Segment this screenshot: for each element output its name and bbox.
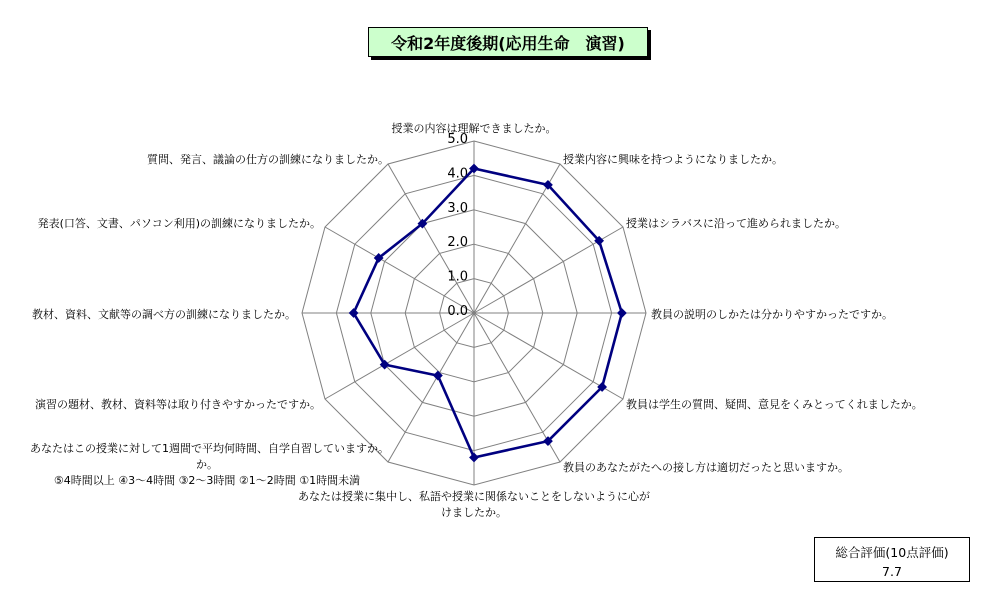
category-label: 発表(口答、文書、パソコン利用)の訓練になりましたか。 bbox=[37, 217, 321, 230]
category-label: あなたは授業に集中し、私語や授業に関係ないことをしないように心が bbox=[298, 490, 650, 503]
tick-label: 1.0 bbox=[447, 269, 468, 285]
overall-score-box bbox=[814, 537, 970, 582]
tick-label: 4.0 bbox=[447, 166, 468, 182]
category-label: 教員は学生の質問、疑問、意見をくみとってくれましたか。 bbox=[626, 398, 923, 411]
chart-title: 令和2年度後期(応用生命 演習) bbox=[368, 27, 648, 57]
overall-score-value: 7.7 bbox=[882, 564, 902, 579]
category-label: 授業の内容は理解できましたか。 bbox=[391, 122, 557, 135]
spoke-7 bbox=[388, 313, 474, 462]
category-label: 質問、発言、議論の仕方の訓練になりましたか。 bbox=[147, 153, 389, 166]
radial-ticks bbox=[447, 132, 468, 319]
category-label: 授業はシラバスに沿って進められましたか。 bbox=[626, 217, 846, 230]
data-point bbox=[618, 309, 626, 317]
tick-label: 5.0 bbox=[447, 132, 468, 147]
tick-label: 2.0 bbox=[447, 235, 468, 251]
category-label: ⑤4時間以上 ④3～4時間 ③2～3時間 ②1～2時間 ①1時間未満 bbox=[53, 474, 361, 487]
tick-label: 0.0 bbox=[447, 304, 468, 319]
category-label: か。 bbox=[196, 458, 218, 471]
category-label: 演習の題材、教材、資料等は取り付きやすかったですか。 bbox=[35, 398, 321, 411]
spoke-8 bbox=[325, 313, 474, 399]
category-label: 授業内容に興味を持つようになりましたか。 bbox=[563, 153, 783, 166]
category-label: あなたはこの授業に対して1週間で平均何時間、自学自習していますか。 bbox=[30, 442, 389, 455]
tick-label: 3.0 bbox=[447, 200, 468, 216]
data-point bbox=[470, 453, 478, 461]
category-label: 教員の説明のしかたは分かりやすかったですか。 bbox=[651, 308, 893, 321]
category-label: 教員のあなたがたへの接し方は適切だったと思いますか。 bbox=[563, 461, 849, 474]
overall-score-label: 総合評価(10点評価) bbox=[835, 545, 949, 560]
category-label: 教材、資料、文献等の調べ方の訓練になりましたか。 bbox=[32, 308, 296, 321]
category-label: けましたか。 bbox=[441, 506, 507, 519]
